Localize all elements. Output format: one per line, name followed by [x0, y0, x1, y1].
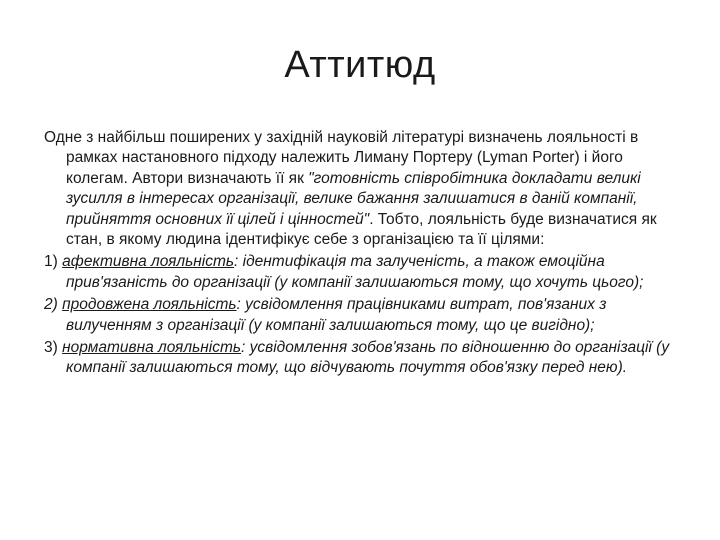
- item-definition: : усвідомлення працівниками витрат, пов'язаних з вилученням з організації (у компанії залишаються тому, що це вигідно);: [66, 296, 607, 334]
- item-term: нормативна лояльність: [62, 339, 242, 357]
- intro-quote: "готовність співробітника докладати великі зусилля в інтересах організації, велике бажання залишатися в даній компанії, прийняття основних її цілей і цінностей": [66, 169, 641, 228]
- intro-paragraph: [44, 128, 684, 250]
- list-item: [44, 338, 684, 379]
- intro-text: Одне з найбільш поширених у західній науковій літературі визначень лояльності в рамках настановного підходу належить Лиману Портеру (Lyman Porter) і його колегам. Автори визначають її як: [44, 129, 639, 187]
- item-definition: : ідентифікація та залученість, а також емоційна прив'язаність до організації (у компанії залишаються тому, що хочуть цього);: [66, 253, 644, 291]
- item-number: 1): [44, 253, 58, 271]
- slide-body: [44, 128, 684, 381]
- item-number: 3): [44, 339, 58, 357]
- slide-title: Аттитюд: [284, 44, 436, 86]
- item-number: 2): [44, 296, 58, 314]
- list-item: [44, 295, 684, 336]
- list-item: [44, 252, 684, 293]
- item-definition: : усвідомлення зобов'язань по відношенню до організації (у компанії залишаються тому, що відчувають почуття обов'язку перед нею).: [66, 339, 670, 377]
- intro-text-after: . Тобто, лояльність буде визначатися як стан, в якому людина ідентифікує себе з організацією та її цілями:: [66, 210, 657, 249]
- item-term: афективна лояльність: [62, 253, 235, 271]
- item-term: продовжена лояльність: [62, 296, 237, 314]
